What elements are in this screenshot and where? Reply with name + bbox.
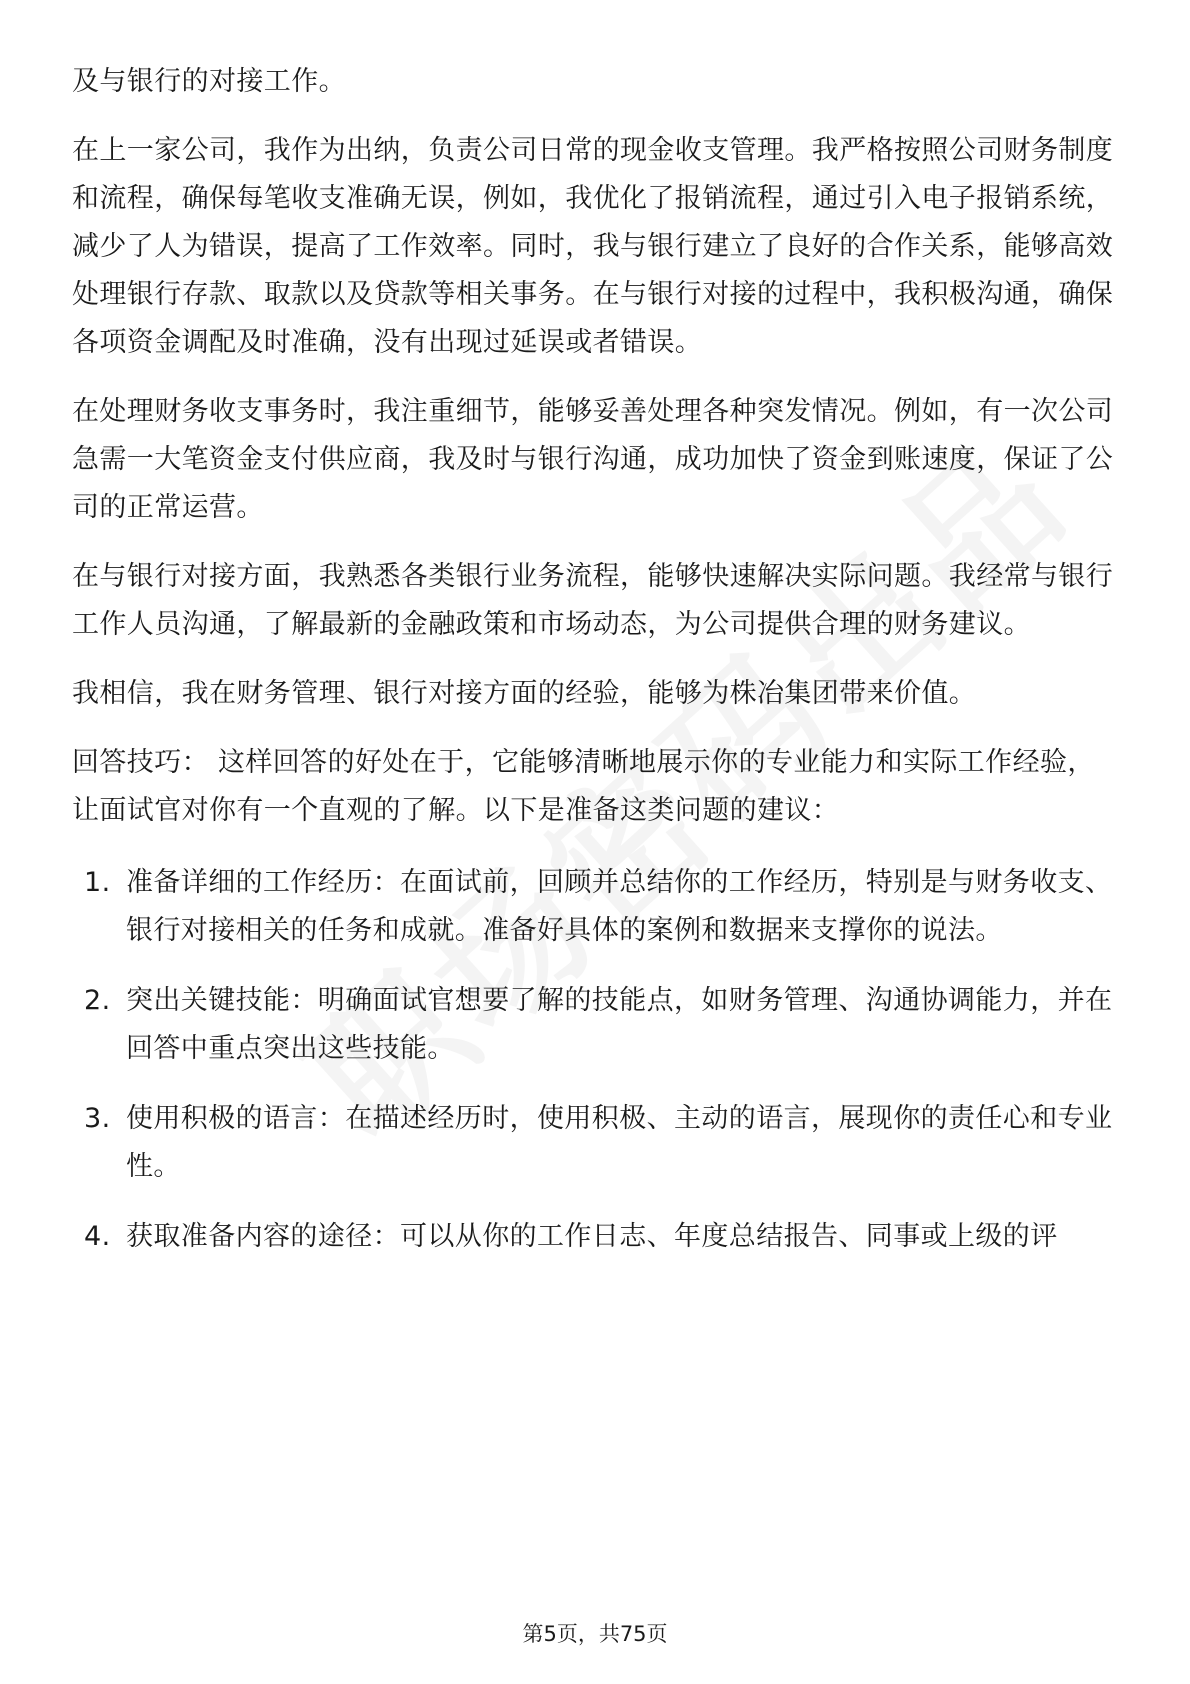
list-item-text: 准备详细的工作经历：在面试前，回顾并总结你的工作经历，特别是与财务收支、银行对接相关的任务和成就。准备好具体的案例和数据来支撑你的说法。 [126, 867, 1113, 946]
list-item-text: 获取准备内容的途径：可以从你的工作日志、年度总结报告、同事或上级的评 [126, 1221, 1058, 1252]
document-body [72, 58, 1118, 1283]
list-number: 3. [84, 1103, 111, 1134]
page-footer: 第5页，共75页 [522, 1622, 668, 1646]
list-item [72, 1213, 1118, 1261]
paragraph: 及与银行的对接工作。 [72, 66, 346, 97]
list-item-text: 使用积极的语言：在描述经历时，使用积极、主动的语言，展现你的责任心和专业性。 [126, 1103, 1113, 1182]
list-item-text: 突出关键技能：明确面试官想要了解的技能点，如财务管理、沟通协调能力，并在回答中重点突出这些技能。 [126, 985, 1113, 1064]
list-number: 2. [84, 985, 111, 1016]
list-item [72, 977, 1118, 1073]
paragraph: 在处理财务收支事务时，我注重细节，能够妥善处理各种突发情况。例如，有一次公司急需一大笔资金支付供应商，我及时与银行沟通，成功加快了资金到账速度，保证了公司的正常运营。 [72, 396, 1114, 523]
tips-list [72, 859, 1118, 1261]
paragraph: 我相信，我在财务管理、银行对接方面的经验，能够为株冶集团带来价值。 [72, 678, 977, 709]
list-item [72, 1095, 1118, 1191]
list-item [72, 859, 1118, 955]
list-number: 4. [84, 1221, 111, 1252]
answer-tips-paragraph: 回答技巧： 这样回答的好处在于，它能够清晰地展示你的专业能力和实际工作经验，让面试官对你有一个直观的了解。以下是准备这类问题的建议： [72, 747, 1095, 826]
paragraph: 在上一家公司，我作为出纳，负责公司日常的现金收支管理。我严格按照公司财务制度和流程，确保每笔收支准确无误，例如，我优化了报销流程，通过引入电子报销系统，减少了人为错误，提高了工作效率。同时，我与银行建立了良好的合作关系，能够高效处理银行存款、取款以及贷款等相关事务。在与银行对接的过程中，我积极沟通，确保各项资金调配及时准确，没有出现过延误或者错误。 [72, 135, 1114, 358]
list-number: 1. [84, 867, 111, 898]
paragraph: 在与银行对接方面，我熟悉各类银行业务流程，能够快速解决实际问题。我经常与银行工作人员沟通，了解最新的金融政策和市场动态，为公司提供合理的财务建议。 [72, 561, 1114, 640]
